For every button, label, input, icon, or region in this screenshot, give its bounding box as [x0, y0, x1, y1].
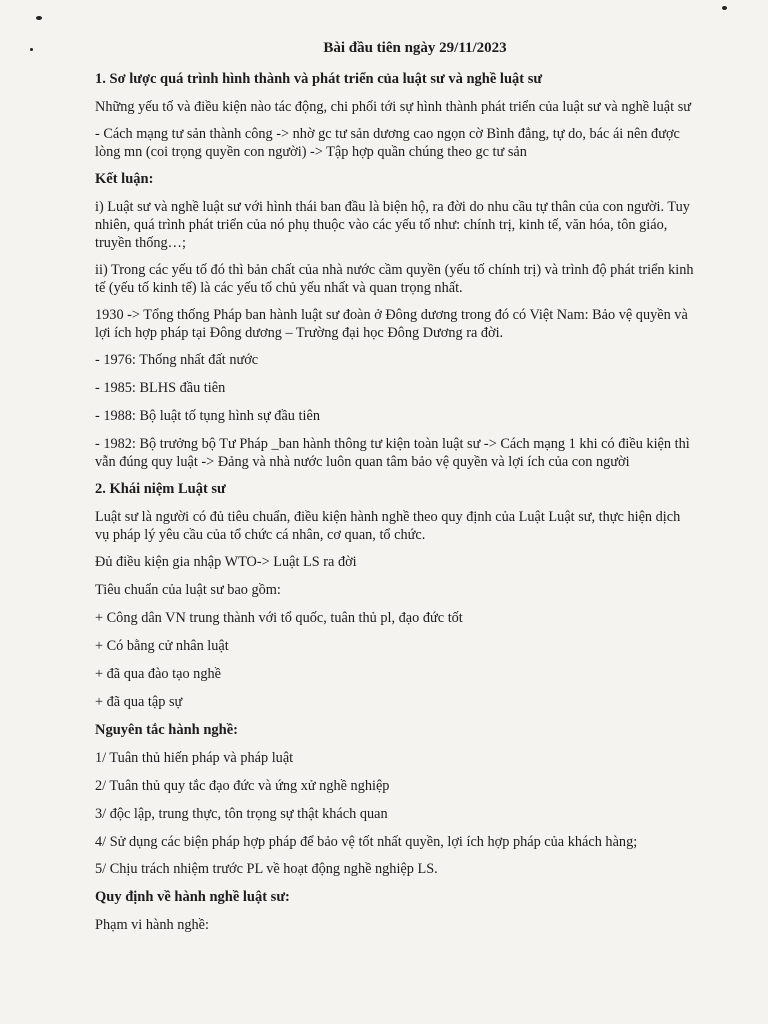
scan-speck [722, 6, 727, 10]
document-body [95, 38, 695, 943]
paragraph: ii) Trong các yếu tố đó thì bản chất của nhà nước cầm quyền (yếu tố chính trị) và trình độ phát triển kinh tế (yếu tố kinh tế) là các yếu tố chủ yếu nhất và quan trọng nhất. [95, 262, 694, 296]
list-item: + đã qua tập sự [95, 694, 183, 710]
paragraph: Đủ điều kiện gia nhập WTO-> Luật LS ra đời [95, 554, 357, 570]
list-item: + đã qua đào tạo nghề [95, 666, 221, 682]
list-item: 2/ Tuân thủ quy tắc đạo đức và ứng xử nghề nghiệp [95, 778, 390, 794]
section-heading: Nguyên tắc hành nghề: [95, 722, 239, 738]
section-heading: 2. Khái niệm Luật sư [95, 481, 226, 497]
paragraph: Luật sư là người có đủ tiêu chuẩn, điều kiện hành nghề theo quy định của Luật Luật sư, thực hiện dịch vụ pháp lý yêu cầu của tổ chức cá nhân, cơ quan, tổ chức. [95, 509, 681, 543]
section-heading: 1. Sơ lược quá trình hình thành và phát triển của luật sư và nghề luật sư [95, 71, 543, 87]
scan-speck [36, 16, 42, 20]
list-item: 5/ Chịu trách nhiệm trước PL về hoạt động nghề nghiệp LS. [95, 861, 438, 877]
document-title: Bài đầu tiên ngày 29/11/2023 [323, 40, 507, 56]
paragraph: Tiêu chuẩn của luật sư bao gồm: [95, 582, 281, 598]
paragraph: - Cách mạng tư sản thành công -> nhờ gc tư sản dương cao ngọn cờ Bình đẳng, tự do, bác ái nên được lòng mn (coi trọng quyền con người) -> Tập hợp quần chúng theo gc tư sản [95, 126, 680, 160]
paragraph: Phạm vi hành nghề: [95, 917, 209, 933]
list-item: + Có bằng cử nhân luật [95, 638, 229, 654]
timeline-item: - 1988: Bộ luật tố tụng hình sự đầu tiên [95, 408, 320, 424]
paragraph: 1930 -> Tổng thống Pháp ban hành luật sư đoàn ở Đông dương trong đó có Việt Nam: Bảo vệ quyền và lợi ích hợp pháp tại Đông dương – Trường đại học Đông Dương ra đời. [95, 307, 688, 341]
list-item: 1/ Tuân thủ hiến pháp và pháp luật [95, 750, 294, 766]
timeline-item: - 1976: Thống nhất đất nước [95, 352, 259, 368]
scan-speck [30, 48, 33, 51]
list-item: + Công dân VN trung thành với tổ quốc, tuân thủ pl, đạo đức tốt [95, 610, 463, 626]
section-heading: Quy định về hành nghề luật sư: [95, 889, 290, 905]
section-heading: Kết luận: [95, 171, 154, 187]
timeline-item: - 1982: Bộ trưởng bộ Tư Pháp _ban hành thông tư kiện toàn luật sư -> Cách mạng 1 khi có điều kiện thì vẫn đúng quy luật -> Đảng và nhà nước luôn quan tâm bảo vệ quyền và lợi ích của con người [95, 436, 690, 470]
paragraph: i) Luật sư và nghề luật sư với hình thái ban đầu là biện hộ, ra đời do nhu cầu tự thân của con người. Tuy nhiên, quá trình phát triển của nó phụ thuộc vào các yếu tố như: chính trị, kinh tế, văn hóa, tôn giáo, truyền thống…; [95, 199, 690, 251]
timeline-item: - 1985: BLHS đầu tiên [95, 380, 226, 396]
paragraph: Những yếu tố và điều kiện nào tác động, chi phối tới sự hình thành phát triển của luật sư và nghề luật sư [95, 99, 692, 115]
list-item: 3/ độc lập, trung thực, tôn trọng sự thật khách quan [95, 806, 388, 822]
list-item: 4/ Sử dụng các biện pháp hợp pháp để bảo vệ tốt nhất quyền, lợi ích hợp pháp của khách hàng; [95, 834, 638, 850]
